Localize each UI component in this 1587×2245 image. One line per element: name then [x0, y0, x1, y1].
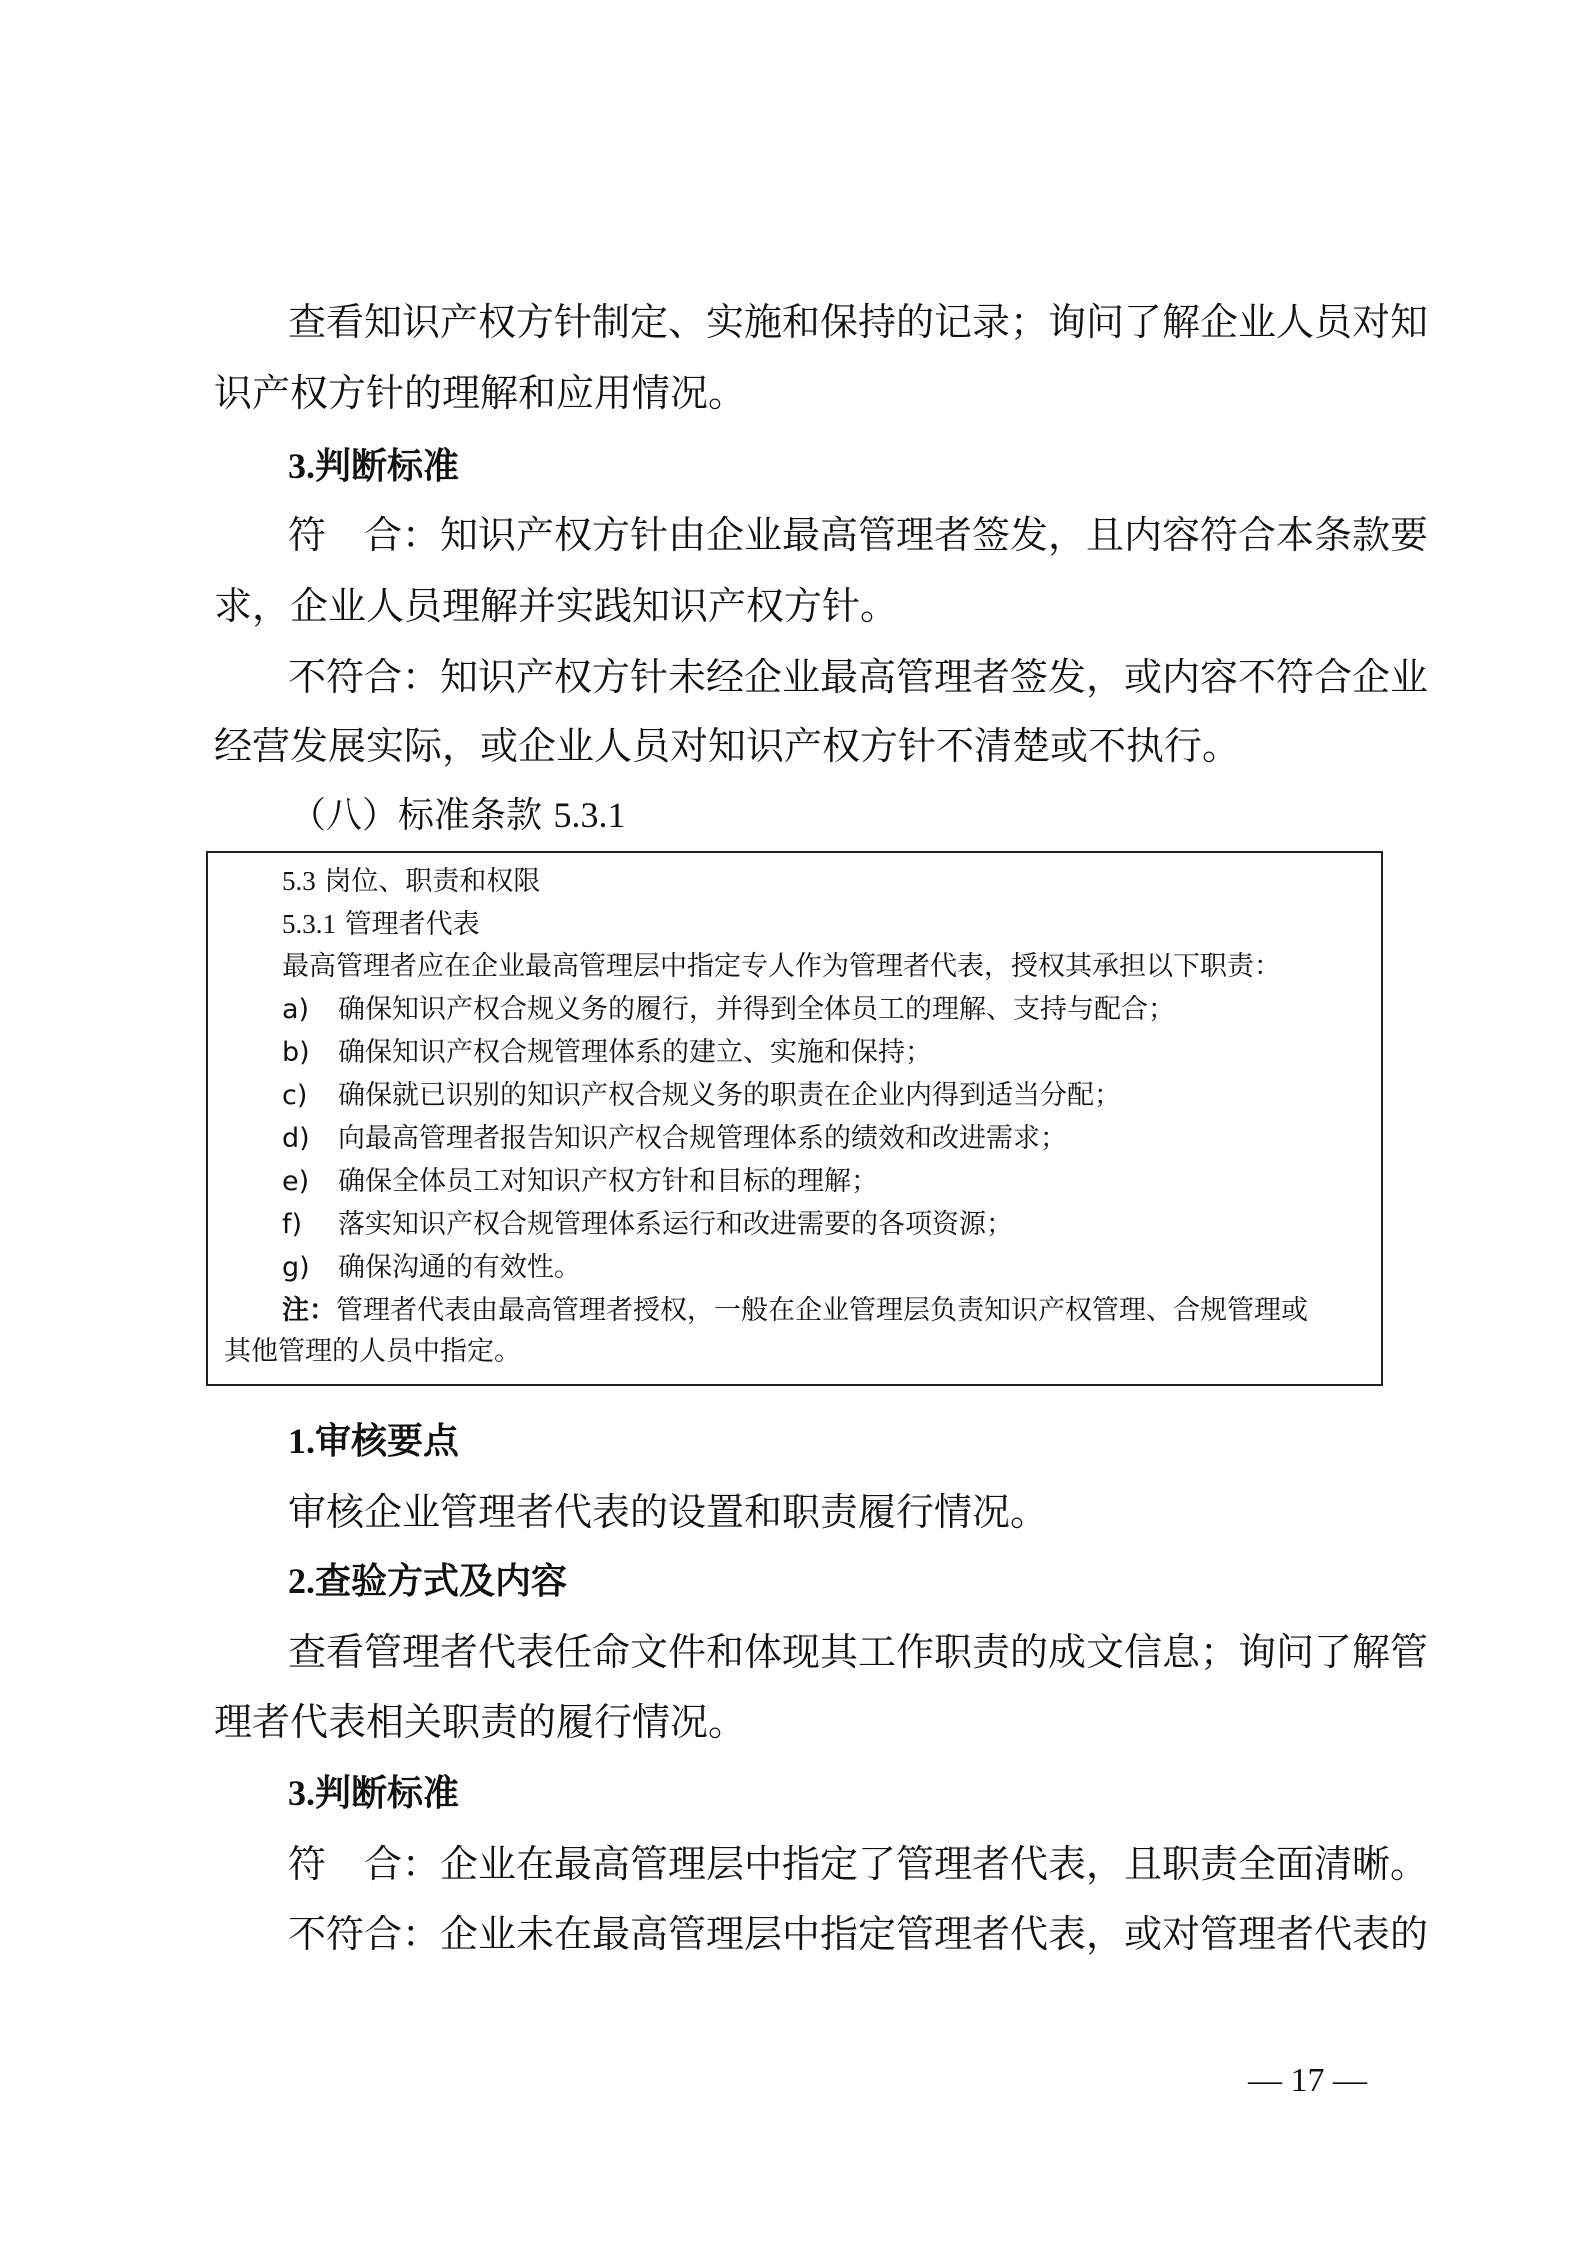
note-text: 管理者代表由最高管理者授权，一般在企业管理层负责知识产权管理、合规管理或	[336, 1295, 1308, 1326]
box-note	[282, 1293, 1308, 1329]
list-marker: e)	[282, 1166, 310, 1197]
paragraph-line: 识产权方针的理解和应用情况。	[214, 371, 747, 415]
list-marker: f)	[282, 1209, 303, 1240]
paragraph-line: 审核企业管理者代表的设置和职责履行情况。	[288, 1490, 1049, 1534]
section-code: 5.3	[282, 866, 316, 896]
box-subsection-title	[282, 906, 480, 943]
list-text: 向最高管理者报告知识产权合规管理体系的绩效和改进需求；	[338, 1123, 1067, 1154]
list-text: 确保知识产权合规管理体系的建立、实施和保持；	[338, 1037, 932, 1068]
list-text: 确保就已识别的知识产权合规义务的职责在企业内得到适当分配；	[338, 1080, 1121, 1111]
heading-number: 1.	[288, 1421, 315, 1461]
section-heading	[288, 1418, 459, 1465]
list-marker: b)	[282, 1037, 310, 1068]
list-item	[282, 1078, 1121, 1114]
paragraph-line: 不符合：知识产权方针未经企业最高管理者签发，或内容不符合企业	[288, 655, 1429, 699]
subsection-title: 管理者代表	[344, 909, 480, 940]
box-intro: 最高管理者应在企业最高管理层中指定专人作为管理者代表，授权其承担以下职责：	[282, 951, 1281, 982]
list-item	[282, 1164, 878, 1200]
section-heading	[288, 1558, 567, 1605]
list-item	[282, 992, 1175, 1028]
heading-text: 判断标准	[315, 1773, 460, 1814]
section-title: 岗位、职责和权限	[324, 866, 541, 897]
paragraph-line: 理者代表相关职责的履行情况。	[214, 1700, 747, 1744]
list-text: 确保沟通的有效性。	[338, 1252, 581, 1283]
paragraph-line: 查看知识产权方针制定、实施和保持的记录；询问了解企业人员对知	[288, 300, 1429, 344]
paragraph-line: 求，企业人员理解并实践知识产权方针。	[214, 584, 899, 628]
heading-number: 2.	[288, 1561, 315, 1601]
note-label: 注：	[282, 1295, 336, 1326]
paragraph-line: 符 合：企业在最高管理层中指定了管理者代表，且职责全面清晰。	[288, 1842, 1429, 1886]
heading-text: 判断标准	[315, 446, 460, 487]
paragraph-line: 符 合：知识产权方针由企业最高管理者签发，且内容符合本条款要	[288, 513, 1429, 557]
box-note-continuation: 其他管理的人员中指定。	[224, 1336, 521, 1367]
section-heading	[288, 1770, 459, 1817]
list-text: 确保知识产权合规义务的履行，并得到全体员工的理解、支持与配合；	[338, 994, 1175, 1025]
standard-text-box	[206, 851, 1383, 1386]
paragraph-line: 不符合：企业未在最高管理层中指定管理者代表，或对管理者代表的	[288, 1912, 1429, 1956]
list-marker: g)	[282, 1252, 310, 1283]
list-marker: d)	[282, 1123, 310, 1154]
list-marker: c)	[282, 1080, 308, 1111]
list-item	[282, 1121, 1067, 1157]
box-section-title	[282, 863, 540, 900]
heading-text: 审核要点	[315, 1421, 460, 1462]
section-heading	[288, 443, 459, 490]
paragraph-line: 查看管理者代表任命文件和体现其工作职责的成文信息；询问了解管	[288, 1630, 1429, 1674]
list-text: 确保全体员工对知识产权方针和目标的理解；	[338, 1166, 878, 1197]
subsection-code: 5.3.1	[282, 909, 336, 939]
heading-number: 3.	[288, 446, 315, 486]
list-item	[282, 1035, 932, 1071]
list-item	[282, 1207, 1013, 1243]
list-text: 落实知识产权合规管理体系运行和改进需要的各项资源；	[338, 1209, 1013, 1240]
page-number: — 17 —	[1248, 2062, 1367, 2099]
heading-number: 3.	[288, 1773, 315, 1813]
clause-heading	[290, 792, 625, 839]
heading-text: 查验方式及内容	[315, 1561, 568, 1602]
list-marker: a)	[282, 994, 310, 1025]
paragraph-line: 经营发展实际，或企业人员对知识产权方针不清楚或不执行。	[214, 724, 1241, 768]
clause-prefix: （八）标准条款	[290, 795, 543, 836]
list-item	[282, 1250, 581, 1286]
clause-code: 5.3.1	[553, 795, 626, 835]
